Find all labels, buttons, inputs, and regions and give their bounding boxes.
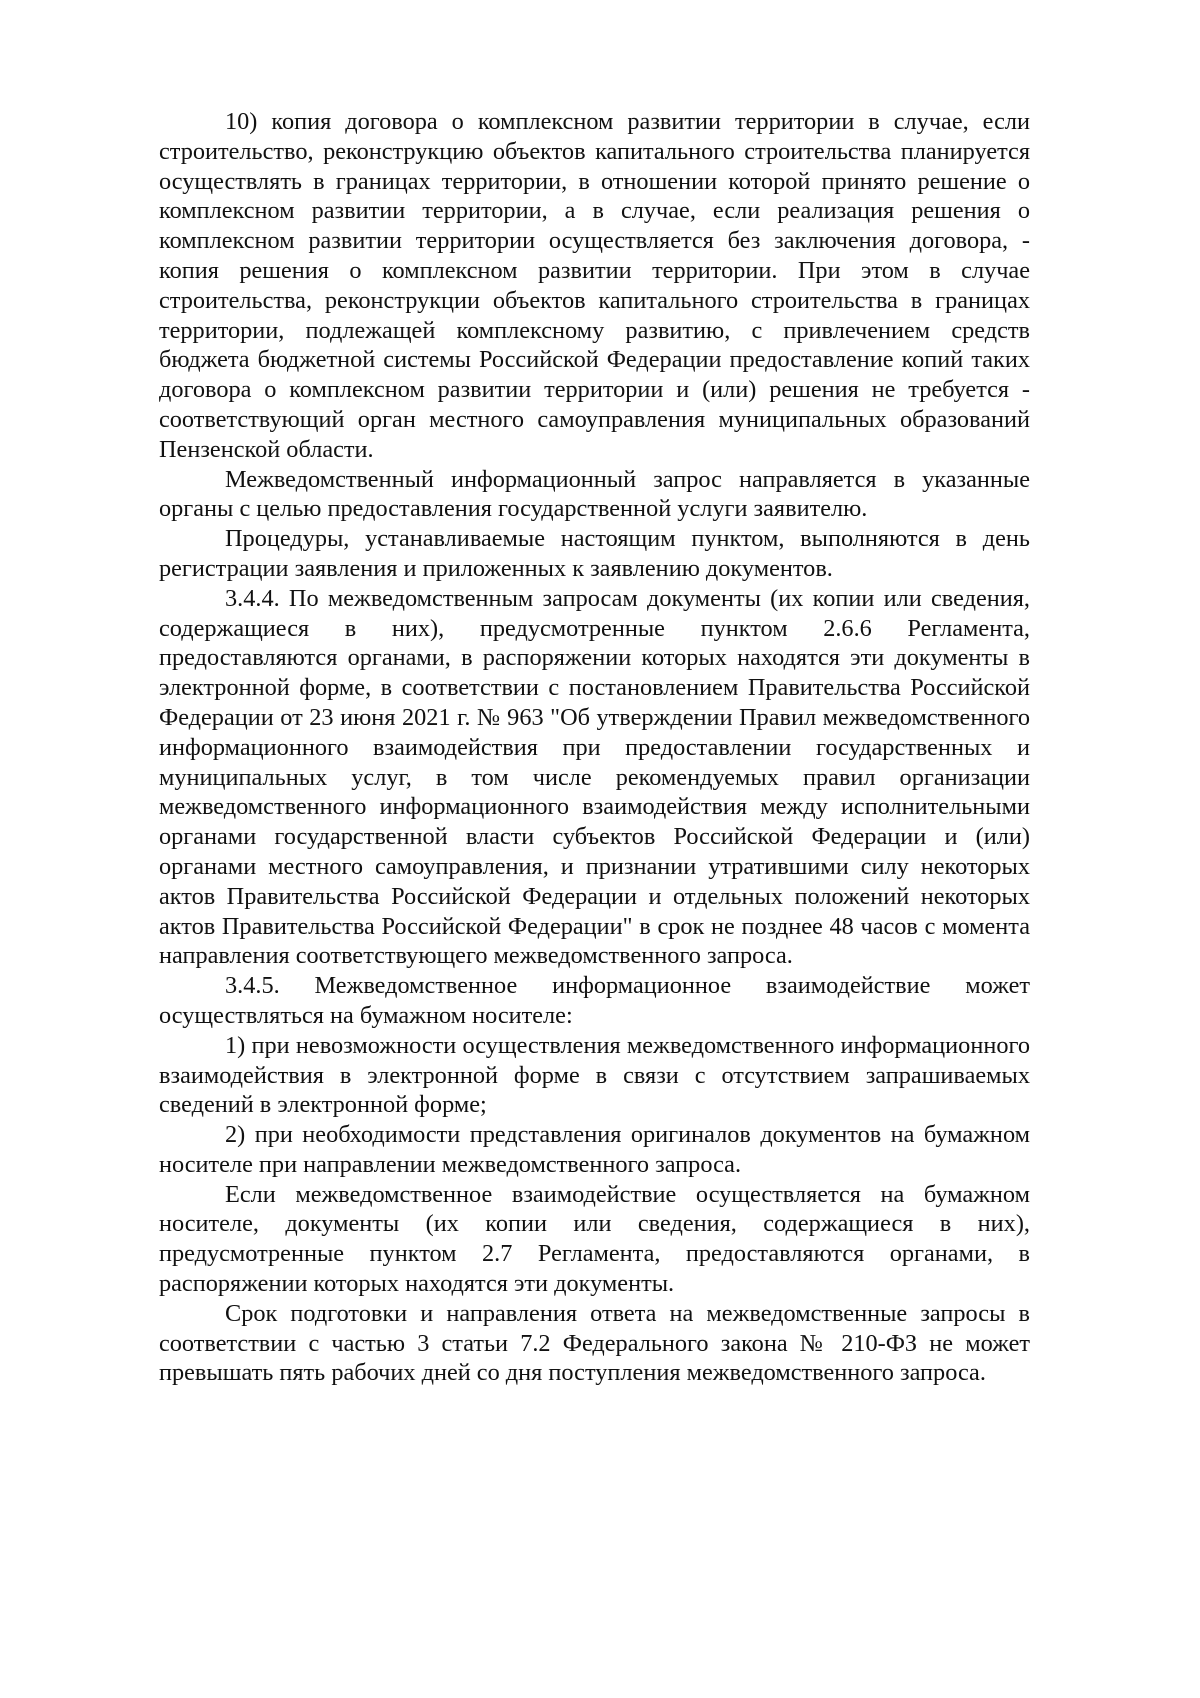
- paragraph-list-item-1: 1) при невозможности осуществления межведомственного информационного взаимодействия в электронной форме в связи с отсутствием запрашиваемых сведений в электронной форме;: [159, 1031, 1030, 1119]
- paragraph-response-deadline: Срок подготовки и направления ответа на межведомственные запросы в соответствии с частью 3 статьи 7.2 Федерального закона № 210-ФЗ не может превышать пять рабочих дней со дня поступления межведомственного запроса.: [159, 1299, 1030, 1387]
- paragraph-3-4-4: 3.4.4. По межведомственным запросам документы (их копии или сведения, содержащиеся в них), предусмотренные пунктом 2.6.6 Регламента, предоставляются органами, в распоряжении которых находятся эти документы в электронной форме, в соответствии с постановлением Правительства Российской Федерации от 23 июня 2021 г. № 963 "Об утверждении Правил межведомственного информационного взаимодействия при предоставлении государственных и муниципальных услуг, в том числе рекомендуемых правил организации межведомственного информационного взаимодействия между исполнительными органами государственной власти субъектов Российской Федерации и (или) органами местного самоуправления, и признании утратившими силу некоторых актов Правительства Российской Федерации и отдельных положений некоторых актов Правительства Российской Федерации" в срок не позднее 48 часов с момента направления соответствующего межведомственного запроса.: [159, 584, 1030, 970]
- paragraph-3-4-5: 3.4.5. Межведомственное информационное взаимодействие может осуществляться на бумажном носителе:: [159, 972, 1030, 1029]
- paragraph-paper-interaction: Если межведомственное взаимодействие осуществляется на бумажном носителе, документы (их копии или сведения, содержащиеся в них), предусмотренные пунктом 2.7 Регламента, предоставляются органами, в распоряжении которых находятся эти документы.: [159, 1180, 1030, 1298]
- paragraph-request-direction: Межведомственный информационный запрос направляется в указанные органы с целью предоставления государственной услуги заявителю.: [159, 465, 1030, 523]
- paragraph-procedures-timing: Процедуры, устанавливаемые настоящим пунктом, выполняются в день регистрации заявления и приложенных к заявлению документов.: [159, 525, 1030, 582]
- document-page: [159, 107, 1030, 1388]
- paragraph-list-item-2: 2) при необходимости представления оригиналов документов на бумажном носителе при направлении межведомственного запроса.: [159, 1121, 1030, 1178]
- paragraph-item-10-contract-copy: 10) копия договора о комплексном развитии территории в случае, если строительство, реконструкцию объектов капитального строительства планируется осуществлять в границах территории, в отношении которой принято решение о комплексном развитии территории, а в случае, если реализация решения о комплексном развитии территории осуществляется без заключения договора, - копия решения о комплексном развитии территории. При этом в случае строительства, реконструкции объектов капитального строительства в границах территории, подлежащей комплексному развитию, с привлечением средств бюджета бюджетной системы Российской Федерации предоставление копий таких договора о комплексном развитии территории и (или) решения не требуется - соответствующий орган местного самоуправления муниципальных образований Пензенской области.: [159, 108, 1030, 463]
